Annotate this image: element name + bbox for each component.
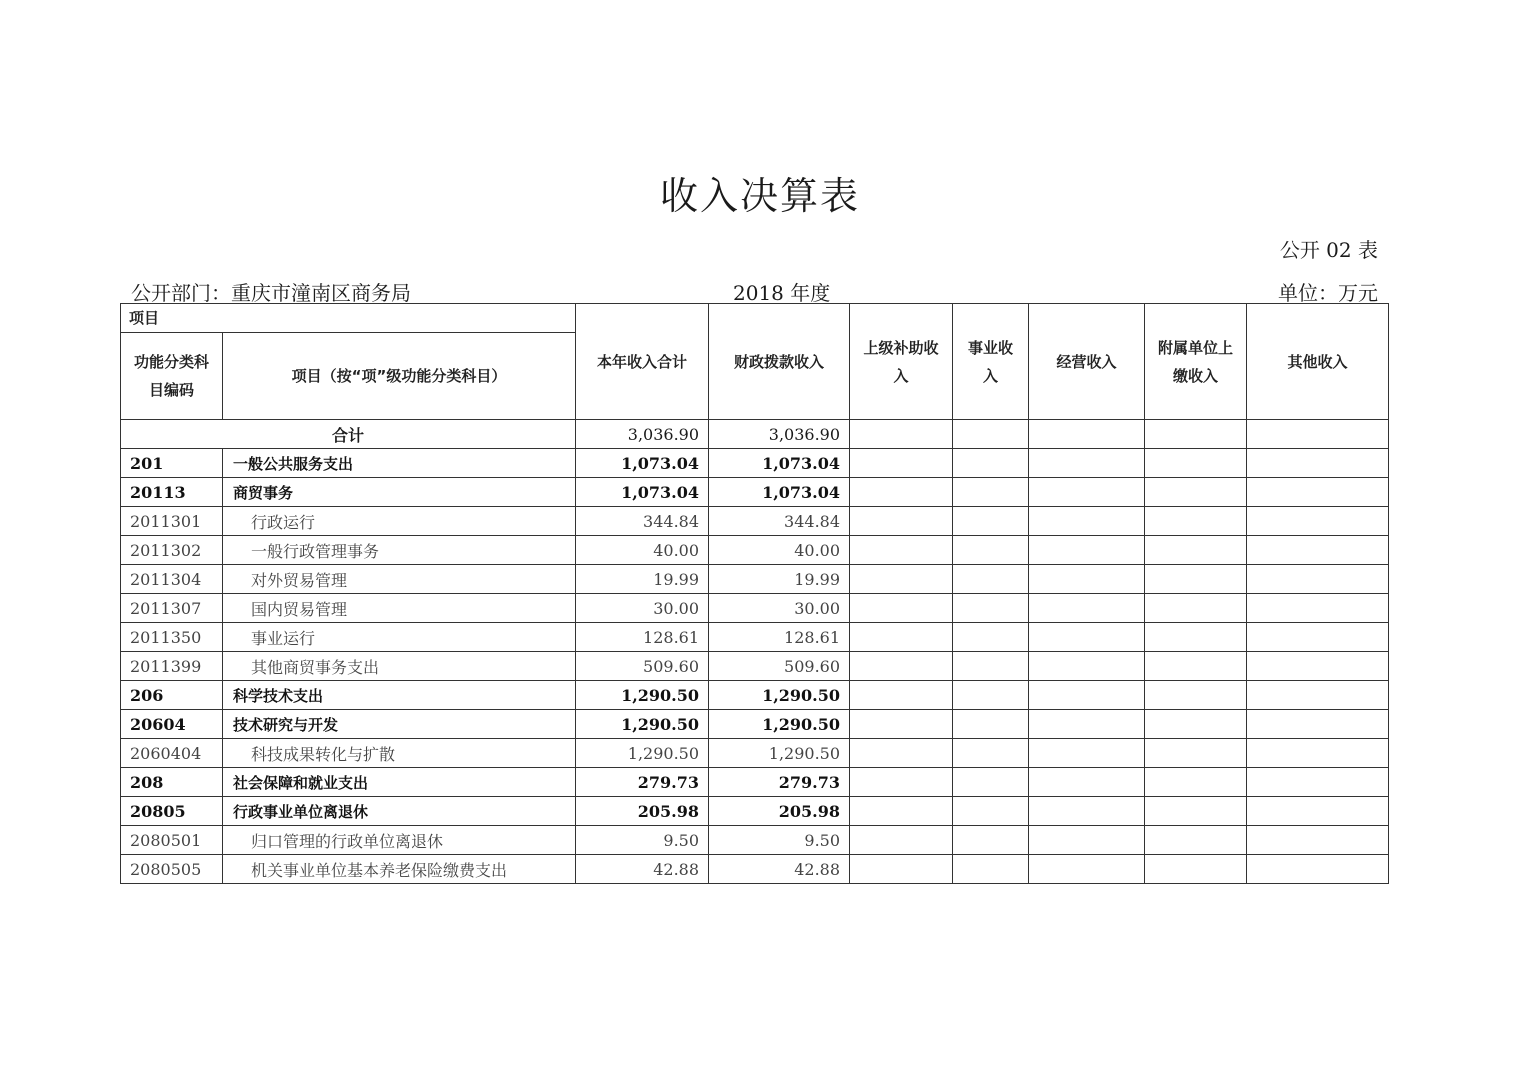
row-fiscal: 1,073.04	[709, 478, 850, 507]
table-row	[121, 478, 1389, 507]
row-fiscal: 9.50	[709, 826, 850, 855]
empty-cell	[1145, 855, 1247, 884]
empty-cell	[1145, 623, 1247, 652]
empty-cell	[1145, 768, 1247, 797]
empty-cell	[850, 565, 953, 594]
empty-cell	[1029, 478, 1145, 507]
empty-cell	[1145, 565, 1247, 594]
table-row	[121, 681, 1389, 710]
empty-cell	[953, 652, 1029, 681]
header-total-income: 本年收入合计	[576, 304, 709, 420]
table-row	[121, 507, 1389, 536]
row-total-income: 279.73	[576, 768, 709, 797]
empty-cell	[953, 565, 1029, 594]
table-row	[121, 652, 1389, 681]
row-total-income: 205.98	[576, 797, 709, 826]
header-item: 项目	[121, 304, 576, 333]
row-name: 归口管理的行政单位离退休	[223, 826, 576, 855]
row-name: 事业运行	[223, 623, 576, 652]
empty-cell	[953, 594, 1029, 623]
empty-cell	[1247, 449, 1389, 478]
empty-cell	[1247, 507, 1389, 536]
empty-cell	[850, 594, 953, 623]
row-fiscal: 40.00	[709, 536, 850, 565]
empty-cell	[850, 768, 953, 797]
row-total-income: 30.00	[576, 594, 709, 623]
row-fiscal: 19.99	[709, 565, 850, 594]
fiscal-year: 2018 年度	[733, 281, 831, 305]
row-name: 科学技术支出	[223, 681, 576, 710]
row-fiscal: 205.98	[709, 797, 850, 826]
empty-cell	[953, 478, 1029, 507]
empty-cell	[1145, 710, 1247, 739]
row-fiscal: 42.88	[709, 855, 850, 884]
row-total-income: 344.84	[576, 507, 709, 536]
empty-cell	[1247, 623, 1389, 652]
row-total-income: 1,290.50	[576, 739, 709, 768]
empty-cell	[953, 507, 1029, 536]
row-name: 对外贸易管理	[223, 565, 576, 594]
empty-cell	[953, 710, 1029, 739]
row-code: 20604	[121, 710, 223, 739]
row-total-income: 509.60	[576, 652, 709, 681]
empty-cell	[850, 710, 953, 739]
row-total-income: 19.99	[576, 565, 709, 594]
header-career: 事业收入	[953, 304, 1029, 420]
table-row	[121, 710, 1389, 739]
empty-cell	[1029, 536, 1145, 565]
header-code: 功能分类科目编码	[121, 333, 223, 420]
empty-cell	[1247, 826, 1389, 855]
row-fiscal: 509.60	[709, 652, 850, 681]
table-row	[121, 594, 1389, 623]
row-total-income: 1,073.04	[576, 449, 709, 478]
row-code: 20113	[121, 478, 223, 507]
empty-cell	[1247, 565, 1389, 594]
empty-cell	[1029, 826, 1145, 855]
row-fiscal: 30.00	[709, 594, 850, 623]
table-row	[121, 855, 1389, 884]
row-fiscal: 128.61	[709, 623, 850, 652]
row-code: 2011304	[121, 565, 223, 594]
empty-cell	[850, 681, 953, 710]
empty-cell	[1029, 681, 1145, 710]
empty-cell	[1247, 652, 1389, 681]
empty-cell	[1145, 797, 1247, 826]
row-code: 2011301	[121, 507, 223, 536]
empty-cell	[1029, 768, 1145, 797]
empty-cell	[953, 536, 1029, 565]
form-number: 公开 02 表	[1279, 238, 1378, 262]
row-code: 2011302	[121, 536, 223, 565]
header-affiliated: 附属单位上缴收入	[1145, 304, 1247, 420]
empty-cell	[1145, 449, 1247, 478]
empty-cell	[1029, 855, 1145, 884]
empty-cell	[1029, 594, 1145, 623]
empty-cell	[1029, 565, 1145, 594]
empty-cell	[1247, 594, 1389, 623]
empty-cell	[850, 449, 953, 478]
empty-cell	[1145, 478, 1247, 507]
row-fiscal: 344.84	[709, 507, 850, 536]
row-code: 2011350	[121, 623, 223, 652]
row-name: 行政事业单位离退休	[223, 797, 576, 826]
empty-cell	[850, 623, 953, 652]
empty-cell	[953, 855, 1029, 884]
row-name: 机关事业单位基本养老保险缴费支出	[223, 855, 576, 884]
table-row	[121, 449, 1389, 478]
row-name: 一般行政管理事务	[223, 536, 576, 565]
row-total-income: 128.61	[576, 623, 709, 652]
empty-cell	[1247, 710, 1389, 739]
header-other: 其他收入	[1247, 304, 1389, 420]
row-code: 208	[121, 768, 223, 797]
row-code: 206	[121, 681, 223, 710]
table-row	[121, 565, 1389, 594]
header-business: 经营收入	[1029, 304, 1145, 420]
page-title: 收入决算表	[659, 174, 860, 218]
empty-cell	[953, 449, 1029, 478]
total-row	[121, 420, 1389, 449]
empty-cell	[1029, 652, 1145, 681]
header-name: 项目（按“项”级功能分类科目）	[223, 333, 576, 420]
row-fiscal: 279.73	[709, 768, 850, 797]
table-row	[121, 768, 1389, 797]
row-code: 2011399	[121, 652, 223, 681]
table-row	[121, 826, 1389, 855]
row-code: 2080505	[121, 855, 223, 884]
row-total-income: 42.88	[576, 855, 709, 884]
row-name: 社会保障和就业支出	[223, 768, 576, 797]
empty-cell	[953, 797, 1029, 826]
empty-cell	[850, 652, 953, 681]
income-table	[120, 303, 1389, 884]
header-superior: 上级补助收入	[850, 304, 953, 420]
row-name: 商贸事务	[223, 478, 576, 507]
row-total-income: 1,290.50	[576, 710, 709, 739]
row-name: 科技成果转化与扩散	[223, 739, 576, 768]
empty-cell	[953, 826, 1029, 855]
row-code: 201	[121, 449, 223, 478]
empty-cell	[1247, 739, 1389, 768]
empty-cell	[1029, 797, 1145, 826]
empty-cell	[1145, 826, 1247, 855]
empty-cell	[1145, 681, 1247, 710]
empty-cell	[1029, 710, 1145, 739]
empty-cell	[1145, 739, 1247, 768]
empty-cell	[953, 681, 1029, 710]
empty-cell	[850, 739, 953, 768]
empty-cell	[1029, 739, 1145, 768]
empty-cell	[1247, 855, 1389, 884]
empty-cell	[850, 478, 953, 507]
empty-cell	[953, 768, 1029, 797]
total-label: 合计	[121, 420, 576, 449]
empty-cell	[850, 826, 953, 855]
empty-cell	[1029, 507, 1145, 536]
row-code: 20805	[121, 797, 223, 826]
total-fiscal-value: 3,036.90	[709, 420, 850, 449]
header-fiscal: 财政拨款收入	[709, 304, 850, 420]
table-row	[121, 536, 1389, 565]
row-fiscal: 1,290.50	[709, 710, 850, 739]
empty-cell	[850, 507, 953, 536]
table-row	[121, 739, 1389, 768]
row-name: 其他商贸事务支出	[223, 652, 576, 681]
empty-cell	[1145, 507, 1247, 536]
row-code: 2080501	[121, 826, 223, 855]
row-code: 2011307	[121, 594, 223, 623]
empty-cell	[1145, 652, 1247, 681]
row-name: 行政运行	[223, 507, 576, 536]
table-row	[121, 623, 1389, 652]
row-total-income: 9.50	[576, 826, 709, 855]
empty-cell	[1029, 449, 1145, 478]
empty-cell	[1247, 797, 1389, 826]
empty-cell	[1247, 768, 1389, 797]
empty-cell	[1247, 681, 1389, 710]
empty-cell	[1247, 536, 1389, 565]
empty-cell	[1029, 623, 1145, 652]
empty-cell	[1247, 478, 1389, 507]
total-income-value: 3,036.90	[576, 420, 709, 449]
empty-cell	[850, 797, 953, 826]
row-fiscal: 1,073.04	[709, 449, 850, 478]
row-total-income: 1,073.04	[576, 478, 709, 507]
row-fiscal: 1,290.50	[709, 739, 850, 768]
unit-label: 单位：万元	[1278, 281, 1378, 305]
empty-cell	[1145, 536, 1247, 565]
empty-cell	[850, 536, 953, 565]
empty-cell	[953, 739, 1029, 768]
department-label: 公开部门：重庆市潼南区商务局	[131, 281, 411, 305]
row-total-income: 1,290.50	[576, 681, 709, 710]
row-total-income: 40.00	[576, 536, 709, 565]
table-row	[121, 797, 1389, 826]
row-fiscal: 1,290.50	[709, 681, 850, 710]
row-code: 2060404	[121, 739, 223, 768]
row-name: 国内贸易管理	[223, 594, 576, 623]
empty-cell	[1145, 594, 1247, 623]
empty-cell	[850, 855, 953, 884]
empty-cell	[953, 623, 1029, 652]
row-name: 一般公共服务支出	[223, 449, 576, 478]
row-name: 技术研究与开发	[223, 710, 576, 739]
